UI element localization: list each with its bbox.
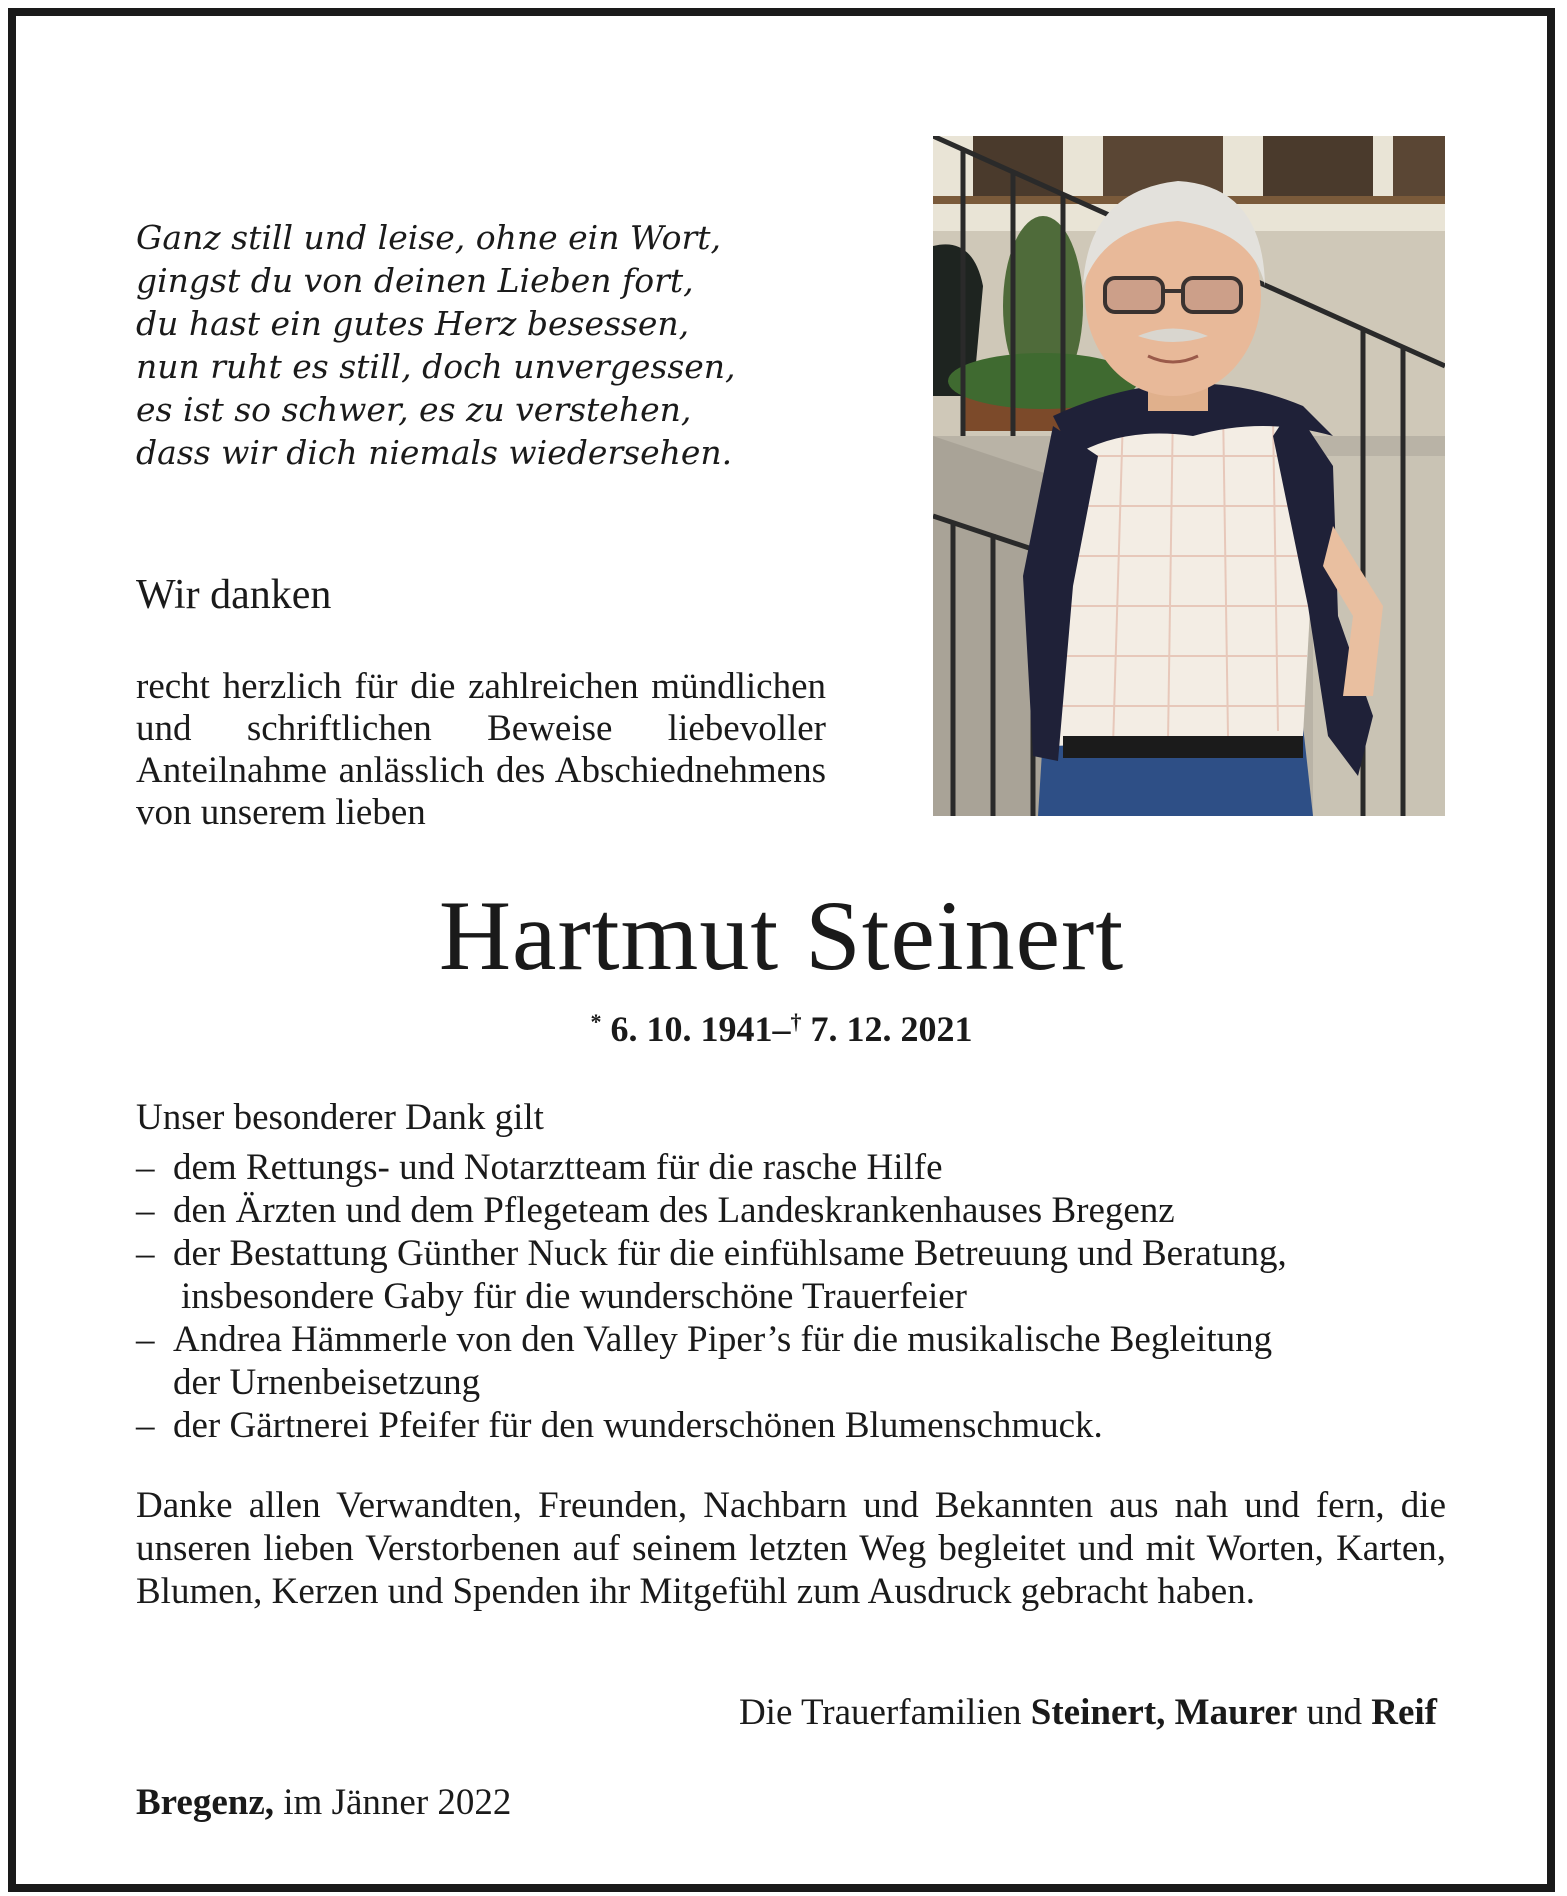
death-mark: † bbox=[790, 1009, 802, 1034]
list-item-continuation: insbesondere Gaby für die wunderschöne Trauerfeier bbox=[181, 1276, 967, 1317]
poem-line: es ist so schwer, es zu verstehen, bbox=[136, 390, 692, 429]
signature-joiner: und bbox=[1306, 1692, 1362, 1733]
life-dates bbox=[16, 1008, 1547, 1050]
thanks-text: recht herzlich für die zahlreichen mündlichen und schriftlichen Beweise liebevoller Anteilnahme anlässlich des Abschiednehmens von unserem lieben bbox=[136, 666, 826, 833]
list-dash: – bbox=[136, 1405, 155, 1446]
place-date bbox=[136, 1781, 511, 1824]
list-item bbox=[136, 1189, 1466, 1232]
list-item bbox=[136, 1404, 1466, 1447]
list-item-text: dem Rettungs- und Notarztteam für die rasche Hilfe bbox=[173, 1147, 943, 1188]
birth-mark: * bbox=[590, 1009, 602, 1034]
list-item bbox=[136, 1318, 1466, 1404]
list-dash: – bbox=[136, 1190, 155, 1231]
death-date: 7. 12. 2021 bbox=[810, 1009, 973, 1049]
signature-prefix: Die Trauerfamilien bbox=[738, 1692, 1022, 1733]
poem-line: nun ruht es still, doch unvergessen, bbox=[136, 347, 736, 386]
list-item bbox=[136, 1146, 1466, 1189]
family-name: Reif bbox=[1371, 1692, 1437, 1733]
poem bbox=[136, 216, 786, 474]
list-dash: – bbox=[136, 1233, 155, 1274]
portrait-photo bbox=[933, 136, 1445, 816]
poem-line: Ganz still und leise, ohne ein Wort, bbox=[136, 218, 722, 257]
portrait-illustration bbox=[933, 136, 1445, 816]
place: Bregenz, bbox=[136, 1782, 275, 1823]
special-thanks-list bbox=[136, 1146, 1466, 1447]
birth-date: 6. 10. 1941 bbox=[610, 1009, 773, 1049]
date-separator: – bbox=[772, 1009, 791, 1049]
list-item bbox=[136, 1232, 1466, 1318]
closing-paragraph: Danke allen Verwandten, Freunden, Nachbarn und Bekannten aus nah und fern, die unseren lieben Verstorbenen auf seinem letzten Weg begleitet und mit Worten, Karten, Blumen, Kerzen und Spenden ihr Mitgefühl zum Ausdruck gebracht haben. bbox=[136, 1485, 1446, 1612]
list-item-text: den Ärzten und dem Pflegeteam des Landeskrankenhauses Bregenz bbox=[173, 1190, 1175, 1231]
list-dash: – bbox=[136, 1319, 155, 1360]
list-dash: – bbox=[136, 1147, 155, 1188]
signature bbox=[739, 1691, 1437, 1734]
list-item-text: der Gärtnerei Pfeifer für den wunderschönen Blumenschmuck. bbox=[173, 1405, 1103, 1446]
thanks-heading: Wir danken bbox=[136, 572, 332, 618]
list-item-continuation: der Urnenbeisetzung bbox=[173, 1362, 481, 1403]
deceased-name: Hartmut Steinert bbox=[438, 880, 1125, 991]
list-item-text: der Bestattung Günther Nuck für die einfühlsame Betreuung und Beratung, bbox=[173, 1233, 1287, 1274]
family-name: Steinert, bbox=[1030, 1692, 1166, 1733]
poem-line: gingst du von deinen Lieben fort, bbox=[136, 261, 694, 300]
special-thanks-intro: Unser besonderer Dank gilt bbox=[136, 1097, 544, 1138]
list-item-text: Andrea Hämmerle von den Valley Piper’s für die musikalische Begleitung bbox=[173, 1319, 1273, 1360]
date: im Jänner 2022 bbox=[283, 1782, 512, 1823]
family-name: Maurer bbox=[1174, 1692, 1298, 1733]
poem-line: du hast ein gutes Herz besessen, bbox=[136, 304, 690, 343]
poem-line: dass wir dich niemals wiedersehen. bbox=[136, 433, 733, 472]
obituary-notice bbox=[8, 8, 1555, 1892]
